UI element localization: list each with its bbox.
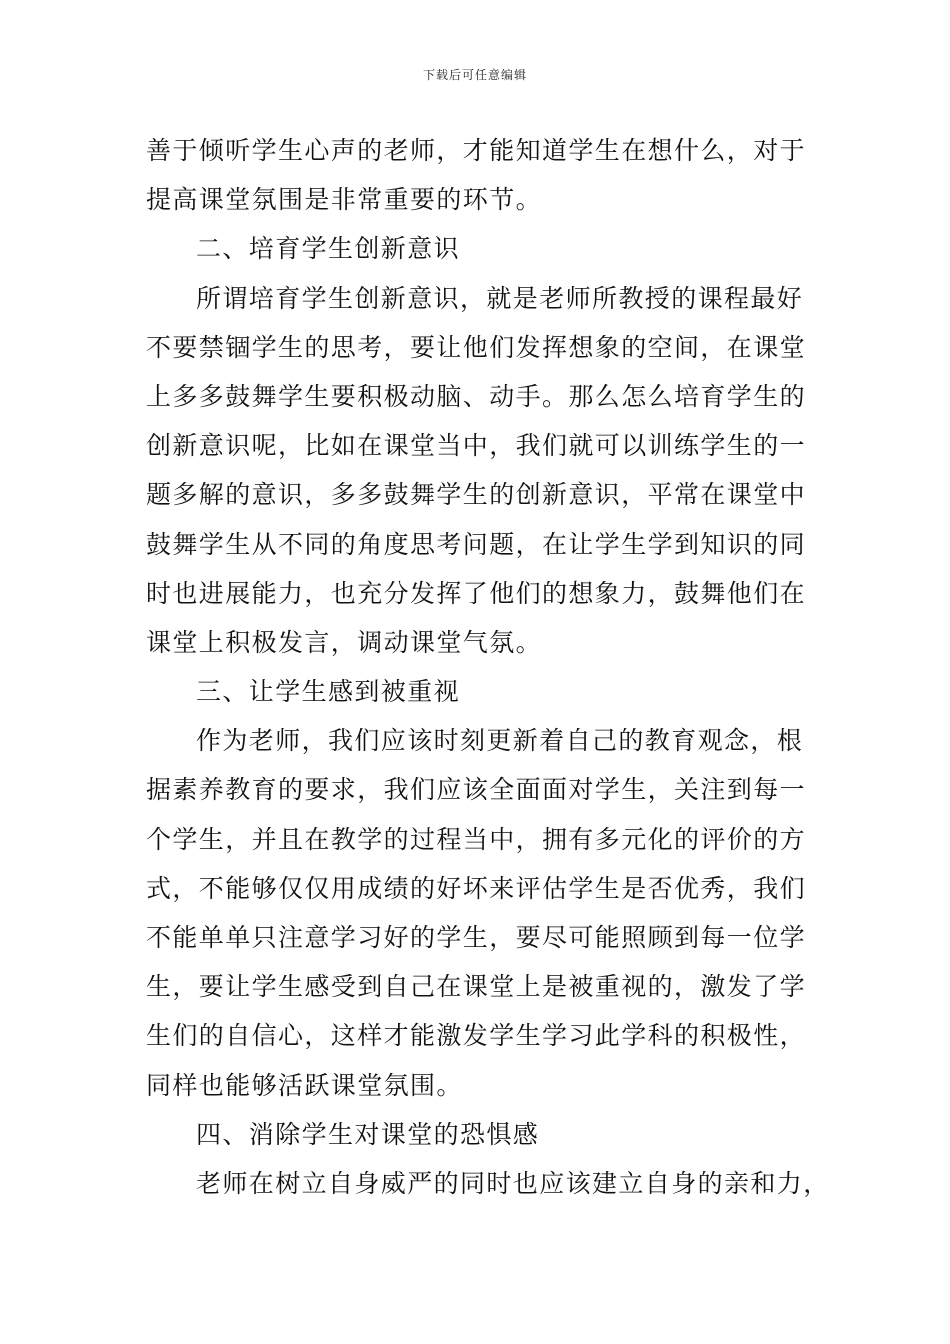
text-line: 提高课堂氛围是非常重要的环节。	[146, 185, 543, 215]
text-line: 课堂上积极发言，调动课堂气氛。	[146, 627, 543, 657]
text-line: 四、消除学生对课堂的恐惧感	[196, 1119, 540, 1149]
text-line: 不要禁锢学生的思考，要让他们发挥想象的空间，在课堂	[146, 332, 807, 362]
body-text	[146, 126, 830, 1208]
text-line: 二、培育学生创新意识	[196, 234, 461, 264]
text-line: 鼓舞学生从不同的角度思考问题，在让学生学到知识的同	[146, 529, 807, 559]
text-line: 作为老师，我们应该时刻更新着自己的教育观念，根	[196, 726, 804, 756]
text-line: 创新意识呢，比如在课堂当中，我们就可以训练学生的一	[146, 431, 807, 461]
text-line: 三、让学生感到被重视	[196, 677, 461, 707]
text-line: 上多多鼓舞学生要积极动脑、动手。那么怎么培育学生的	[146, 381, 807, 411]
text-line: 老师在树立自身威严的同时也应该建立自身的亲和力，	[196, 1168, 830, 1198]
header-note: 下载后可任意编辑	[422, 68, 527, 82]
text-line: 个学生，并且在教学的过程当中，拥有多元化的评价的方	[146, 824, 807, 854]
text-line: 善于倾听学生心声的老师，才能知道学生在想什么，对于	[146, 136, 807, 165]
text-line: 生，要让学生感受到自己在课堂上是被重视的，激发了学	[146, 972, 807, 1002]
text-line: 时也进展能力，也充分发挥了他们的想象力，鼓舞他们在	[146, 578, 807, 608]
text-line: 不能单单只注意学习好的学生，要尽可能照顾到每一位学	[146, 923, 807, 952]
text-line: 题多解的意识，多多鼓舞学生的创新意识，平常在课堂中	[146, 480, 807, 510]
text-line: 式，不能够仅仅用成绩的好坏来评估学生是否优秀，我们	[146, 873, 807, 903]
text-line: 同样也能够活跃课堂氛围。	[146, 1070, 463, 1100]
text-line: 生们的自信心，这样才能激发学生学习此学科的积极性，	[146, 1021, 807, 1051]
text-line: 所谓培育学生创新意识，就是老师所教授的课程最好	[196, 283, 804, 313]
text-line: 据素养教育的要求，我们应该全面面对学生，关注到每一	[146, 775, 807, 805]
